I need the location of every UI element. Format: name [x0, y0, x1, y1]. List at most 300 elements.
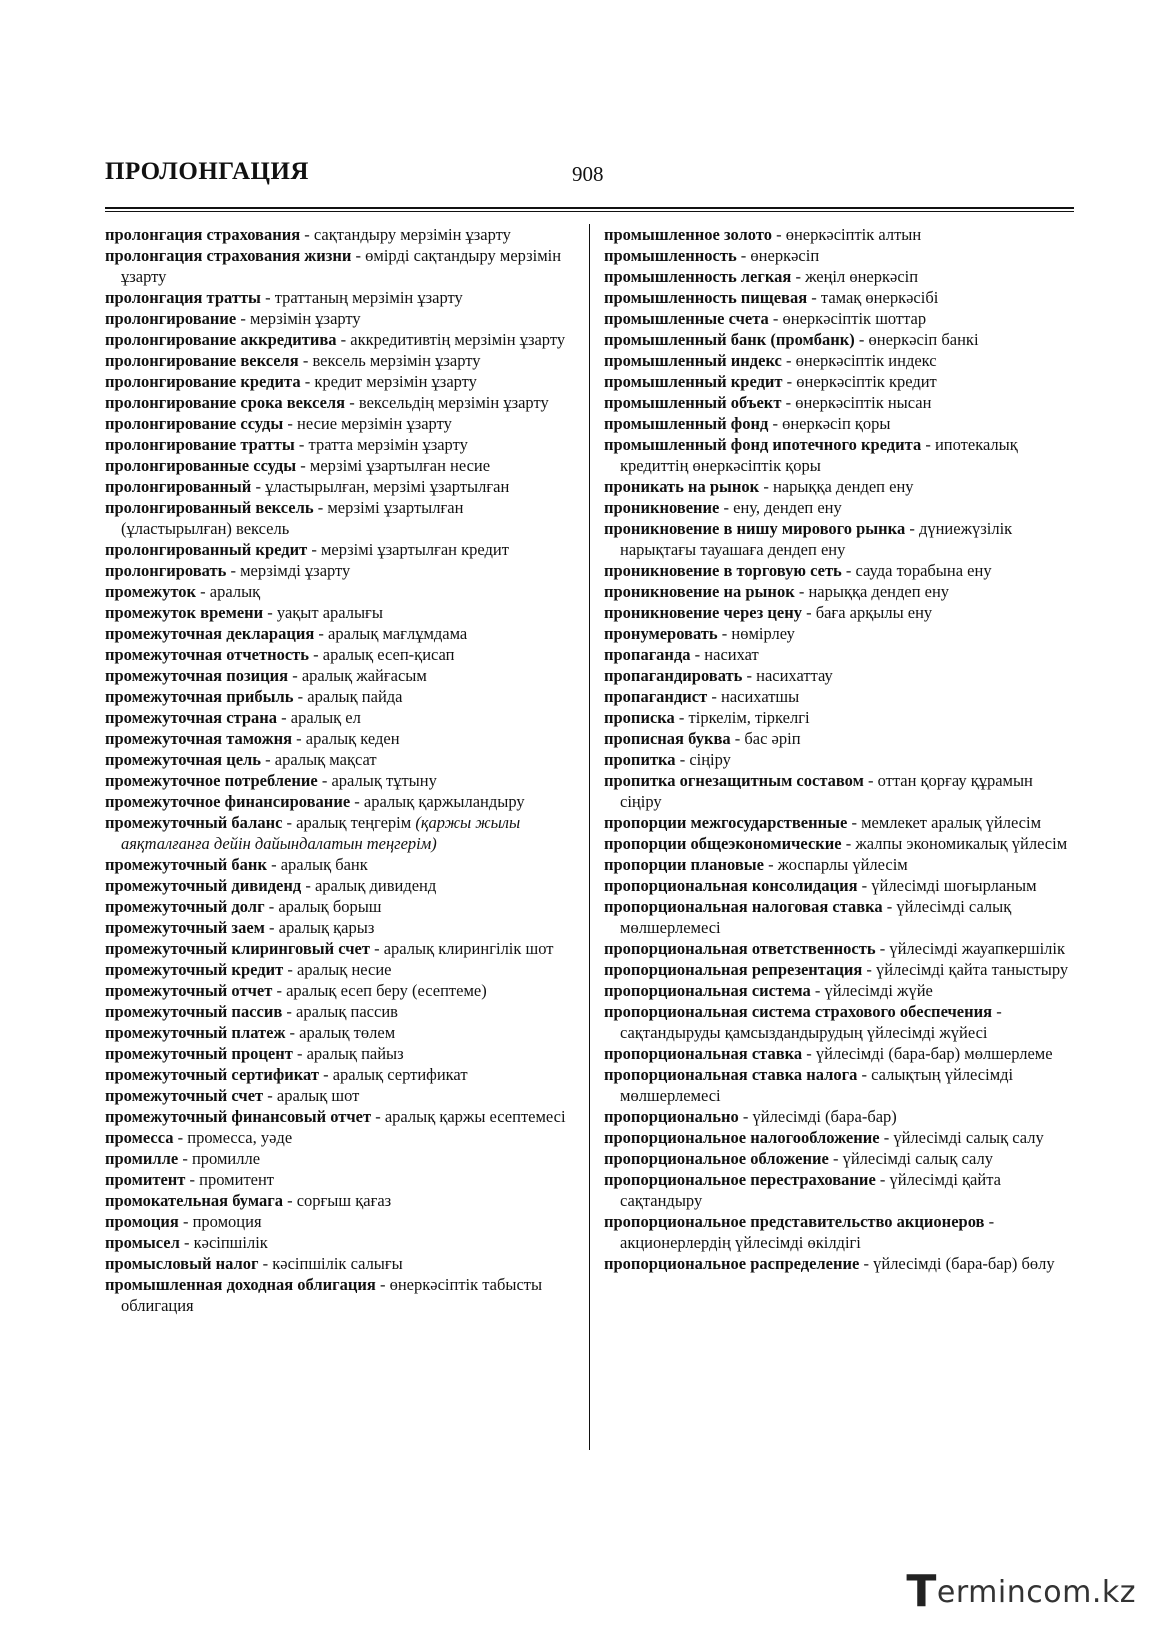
- entry-term: промежуточный сертификат: [105, 1065, 319, 1084]
- entry-separator: -: [828, 1149, 843, 1168]
- entry-definition: аралық есеп-қисап: [322, 645, 455, 664]
- entry-term: проникновение в нишу мирового рынка: [604, 519, 906, 538]
- entry-definition: өнеркәсіп: [750, 246, 820, 265]
- dictionary-entry: [105, 1106, 571, 1127]
- entry-definition: вексельдің мерзімін ұзарту: [358, 393, 549, 412]
- entry-term: пропорции межгосударственные: [604, 813, 848, 832]
- entry-term: пропитка огнезащитным составом: [604, 771, 864, 790]
- dictionary-entry: [105, 1169, 571, 1190]
- entry-term: промежуточное финансирование: [105, 792, 351, 811]
- entry-definition: үйлесімді қайта сақтандыру: [620, 1170, 1001, 1210]
- entry-separator: -: [375, 1275, 390, 1294]
- entry-separator: -: [875, 1170, 890, 1189]
- entry-definition: вексель мерзімін ұзарту: [312, 351, 481, 370]
- entry-term: промышленный фонд: [604, 414, 769, 433]
- entry-definition: кәсіпшілік: [193, 1233, 268, 1252]
- dictionary-entry: [604, 959, 1076, 980]
- dictionary-entry: [105, 560, 571, 581]
- entry-definition: аралық пассив: [296, 1002, 398, 1021]
- dictionary-entry: [604, 350, 1076, 371]
- entry-term: промышленность: [604, 246, 737, 265]
- header-rule-thin: [105, 211, 1074, 212]
- dictionary-entry: [105, 812, 571, 854]
- entry-definition: өнеркәсіптік кредит: [796, 372, 937, 391]
- entry-term: промежуточный отчет: [105, 981, 273, 1000]
- dictionary-entry: [105, 308, 571, 329]
- dictionary-entry: [105, 917, 571, 938]
- entry-separator: -: [807, 288, 821, 307]
- entry-definition: аралық ел: [290, 708, 361, 727]
- entry-term: промежуточная отчетность: [105, 645, 310, 664]
- entry-separator: -: [841, 561, 856, 580]
- entry-term: промышленный банк (промбанк): [604, 330, 855, 349]
- entry-separator: -: [782, 372, 797, 391]
- entry-definition: өнеркәсіптік табысты облигация: [121, 1275, 543, 1315]
- entry-definition: кәсіпшілік салығы: [272, 1254, 403, 1273]
- entry-definition: несие мерзімін ұзарту: [297, 414, 452, 433]
- entry-definition: аралық төлем: [299, 1023, 396, 1042]
- entry-separator: -: [251, 477, 266, 496]
- dictionary-entry: [105, 791, 571, 812]
- dictionary-entry: [604, 287, 1076, 308]
- entry-term: промышленный объект: [604, 393, 782, 412]
- entry-separator: -: [674, 708, 689, 727]
- entry-term: промышленный кредит: [604, 372, 783, 391]
- dictionary-entry: [105, 623, 571, 644]
- dictionary-entry: [105, 896, 571, 917]
- entry-separator: -: [298, 351, 313, 370]
- entry-separator: -: [730, 729, 745, 748]
- entry-separator: -: [759, 477, 773, 496]
- dictionary-entry: [105, 1253, 571, 1274]
- entry-definition: нарыққа дендеп ену: [772, 477, 914, 496]
- entry-term: пропорционально: [604, 1107, 739, 1126]
- dictionary-entry: [604, 518, 1076, 560]
- entry-definition: сақтандыру мерзімін ұзарту: [313, 225, 511, 244]
- watermark-logo: [906, 1566, 1136, 1617]
- dictionary-entry: [604, 728, 1076, 749]
- entry-separator: -: [921, 435, 935, 454]
- entry-definition: кредит мерзімін ұзарту: [314, 372, 477, 391]
- entry-separator: -: [802, 1044, 816, 1063]
- entry-separator: -: [345, 393, 359, 412]
- entry-definition: үйлесімді салық салу: [842, 1149, 993, 1168]
- entry-definition: аралық дивиденд: [314, 876, 437, 895]
- entry-definition: өнеркәсіп қоры: [782, 414, 891, 433]
- dictionary-entry: [105, 875, 571, 896]
- dictionary-entry: [604, 1127, 1076, 1148]
- dictionary-entry: [604, 1106, 1076, 1127]
- entry-term: промышленные счета: [604, 309, 769, 328]
- right-column: [604, 224, 1076, 1274]
- entry-term: промежуточная цель: [105, 750, 262, 769]
- entry-separator: -: [742, 666, 757, 685]
- entry-term: промежуточный процент: [105, 1044, 293, 1063]
- entry-separator: -: [875, 939, 890, 958]
- entry-separator: -: [282, 813, 297, 832]
- entry-definition: үйлесімді салық мөлшерлемесі: [620, 897, 1012, 937]
- entry-separator: -: [371, 1107, 385, 1126]
- entry-term: промежуточный дивиденд: [105, 876, 302, 895]
- dictionary-entry: [604, 770, 1076, 812]
- dictionary-entry: [105, 854, 571, 875]
- dictionary-entry: [604, 665, 1076, 686]
- entry-definition: мерзімі ұзартылған несие: [309, 456, 491, 475]
- dictionary-entry: [604, 560, 1076, 581]
- entry-separator: -: [351, 246, 366, 265]
- entry-definition: аралық жайғасым: [301, 666, 427, 685]
- entry-term: проникновение: [604, 498, 720, 517]
- entry-separator: -: [771, 225, 786, 244]
- entry-separator: -: [263, 603, 277, 622]
- entry-term: промежуточный клиринговый счет: [105, 939, 370, 958]
- entry-separator: -: [781, 393, 796, 412]
- dictionary-entry: [604, 1169, 1076, 1211]
- entry-term: промежуток времени: [105, 603, 264, 622]
- dictionary-entry: [604, 371, 1076, 392]
- entry-term: промежуточный банк: [105, 855, 267, 874]
- dictionary-entry: [604, 896, 1076, 938]
- entry-separator: -: [301, 876, 315, 895]
- entry-definition: дүниежүзілік нарықтағы тауашаға дендеп ену: [620, 519, 1013, 559]
- entry-term: промежуточная позиция: [105, 666, 289, 685]
- dictionary-entry: [604, 623, 1076, 644]
- dictionary-entry: [604, 644, 1076, 665]
- entry-term: пронумеровать: [604, 624, 718, 643]
- entry-separator: -: [300, 225, 314, 244]
- dictionary-entry: [604, 875, 1076, 896]
- dictionary-entry: [604, 308, 1076, 329]
- entry-separator: -: [992, 1002, 1002, 1021]
- dictionary-entry: [604, 854, 1076, 875]
- entry-definition: тіркелім, тіркелгі: [688, 708, 810, 727]
- entry-definition: нөмірлеу: [731, 624, 795, 643]
- entry-definition: тамақ өнеркәсібі: [820, 288, 939, 307]
- entry-definition: насихатшы: [720, 687, 800, 706]
- entry-definition: аралық пайда: [307, 687, 403, 706]
- dictionary-entry: [604, 476, 1076, 497]
- dictionary-entry: [105, 392, 571, 413]
- dictionary-entry: [105, 539, 571, 560]
- entry-term: проникать на рынок: [604, 477, 760, 496]
- entry-definition: аккредитивтің мерзімін ұзарту: [350, 330, 566, 349]
- entry-definition: аралық несие: [296, 960, 392, 979]
- dictionary-entry: [105, 1064, 571, 1085]
- entry-separator: -: [272, 981, 287, 1000]
- entry-term: прописка: [604, 708, 675, 727]
- entry-definition: ипотекалық кредиттің өнеркәсіптік қоры: [620, 435, 1018, 475]
- entry-term: пропорциональная ставка налога: [604, 1065, 858, 1084]
- entry-term: пролонгация тратты: [105, 288, 261, 307]
- entry-definition: аралық есеп беру (есептеме): [286, 981, 487, 1000]
- entry-term: пропорциональное обложение: [604, 1149, 829, 1168]
- dictionary-entry: [604, 707, 1076, 728]
- entry-term: пропорциональная система: [604, 981, 811, 1000]
- page-header-word: ПРОЛОНГАЦИЯ: [105, 158, 309, 185]
- entry-separator: -: [293, 687, 308, 706]
- entry-definition: аралық банк: [280, 855, 368, 874]
- entry-definition: промоция: [192, 1212, 262, 1231]
- entry-definition: промитент: [199, 1170, 275, 1189]
- entry-separator: -: [288, 666, 302, 685]
- entry-term: промышленность легкая: [604, 267, 792, 286]
- entry-definition: өнеркәсіп банкі: [868, 330, 979, 349]
- entry-definition: тратта мерзімін ұзарту: [308, 435, 468, 454]
- entry-separator: -: [264, 897, 279, 916]
- entry-term: пролонгирование аккредитива: [105, 330, 337, 349]
- entry-separator: -: [857, 1065, 872, 1084]
- entry-definition: ену, дендеп ену: [733, 498, 842, 517]
- entry-term: пропагандист: [604, 687, 708, 706]
- entry-definition: мерзімді ұзарту: [240, 561, 351, 580]
- entry-term: пропорциональная консолидация: [604, 876, 858, 895]
- entry-term: пролонгированный кредит: [105, 540, 308, 559]
- dictionary-entry: [604, 1148, 1076, 1169]
- page-number: 908: [572, 162, 604, 186]
- dictionary-entry: [604, 1064, 1076, 1106]
- entry-term: промежуточный финансовый отчет: [105, 1107, 372, 1126]
- entry-term: пролонгированный: [105, 477, 252, 496]
- entry-definition: аралық: [209, 582, 261, 601]
- entry-separator: -: [294, 435, 309, 454]
- dictionary-entry: [105, 749, 571, 770]
- entry-separator: -: [309, 645, 323, 664]
- entry-separator: -: [236, 309, 250, 328]
- dictionary-entry: [105, 287, 571, 308]
- entry-separator: -: [336, 330, 351, 349]
- entry-separator: -: [738, 1107, 753, 1126]
- entry-separator: -: [707, 687, 721, 706]
- entry-definition: аралық қарыз: [278, 918, 375, 937]
- entry-separator: -: [185, 1170, 200, 1189]
- left-column: [105, 224, 571, 1316]
- dictionary-entry: [105, 959, 571, 980]
- entry-separator: -: [261, 750, 275, 769]
- entry-note: (қаржы жылы аяқталғанға дейін дайындалатын теңгерім): [121, 813, 521, 853]
- dictionary-entry: [105, 1043, 571, 1064]
- dictionary-entry: [105, 602, 571, 623]
- dictionary-entry: [604, 980, 1076, 1001]
- entry-definition: оттан қорғау құрамын сіңіру: [620, 771, 1033, 811]
- dictionary-entry: [604, 266, 1076, 287]
- entry-definition: үйлесімді (бара-бар) бөлу: [873, 1254, 1055, 1273]
- dictionary-entry: [604, 497, 1076, 518]
- entry-term: промежуточный заем: [105, 918, 265, 937]
- entry-term: пролонгация страхования: [105, 225, 301, 244]
- entry-definition: уақыт аралығы: [276, 603, 383, 622]
- entry-separator: -: [313, 498, 328, 517]
- entry-term: промежуточный кредит: [105, 960, 284, 979]
- dictionary-entry: [604, 329, 1076, 350]
- entry-definition: бас әріп: [744, 729, 801, 748]
- column-divider: [589, 224, 590, 1450]
- entry-term: промысел: [105, 1233, 180, 1252]
- entry-separator: -: [863, 771, 878, 790]
- dictionary-entry: [604, 749, 1076, 770]
- dictionary-entry: [604, 1211, 1076, 1253]
- dictionary-entry: [604, 224, 1076, 245]
- entry-term: пропорциональная налоговая ставка: [604, 897, 883, 916]
- dictionary-entry: [105, 1001, 571, 1022]
- entry-term: промышленный фонд ипотечного кредита: [604, 435, 922, 454]
- entry-separator: -: [794, 582, 809, 601]
- entry-definition: аралық сертификат: [332, 1065, 468, 1084]
- dictionary-entry: [105, 980, 571, 1001]
- dictionary-entry: [105, 245, 571, 287]
- entry-definition: өнеркәсіптік нысан: [795, 393, 932, 412]
- entry-separator: -: [841, 834, 856, 853]
- entry-separator: -: [984, 1212, 995, 1231]
- dictionary-entry: [105, 1232, 571, 1253]
- dictionary-entry: [604, 434, 1076, 476]
- entry-definition: насихаттау: [756, 666, 833, 685]
- entry-separator: -: [179, 1233, 194, 1252]
- dictionary-entry: [105, 224, 571, 245]
- entry-term: пропорциональное представительство акционеров: [604, 1212, 985, 1231]
- entry-definition: үйлесімді шоғырланым: [871, 876, 1037, 895]
- entry-separator: -: [258, 1254, 273, 1273]
- dictionary-entry: [105, 350, 571, 371]
- entry-term: пролонгирование тратты: [105, 435, 295, 454]
- dictionary-entry: [604, 602, 1076, 623]
- entry-definition: жалпы экономикалық үйлесім: [855, 834, 1068, 853]
- entry-definition: аралық кеден: [305, 729, 400, 748]
- entry-separator: -: [283, 414, 297, 433]
- entry-term: пролонгирование: [105, 309, 237, 328]
- entry-definition: үйлесімді (бара-бар) мөлшерлеме: [815, 1044, 1053, 1063]
- entry-definition: сорғыш қағаз: [296, 1191, 392, 1210]
- entry-term: прописная буква: [604, 729, 731, 748]
- entry-definition: аралық шот: [276, 1086, 360, 1105]
- entry-separator: -: [675, 750, 690, 769]
- entry-separator: -: [801, 603, 816, 622]
- entry-term: пролонгирование срока векселя: [105, 393, 346, 412]
- entry-separator: -: [717, 624, 732, 643]
- entry-separator: -: [859, 1254, 874, 1273]
- entry-separator: -: [905, 519, 919, 538]
- entry-term: пропорциональное перестрахование: [604, 1170, 876, 1189]
- entry-definition: мерзімін ұзарту: [250, 309, 361, 328]
- entry-separator: -: [736, 246, 751, 265]
- entry-definition: траттаның мерзімін ұзарту: [274, 288, 463, 307]
- dictionary-entry: [105, 581, 571, 602]
- entry-definition: аралық мағлұмдама: [328, 624, 468, 643]
- entry-separator: -: [300, 372, 315, 391]
- dictionary-entry: [105, 1085, 571, 1106]
- entry-term: промежуточное потребление: [105, 771, 318, 790]
- entry-separator: -: [277, 708, 291, 727]
- entry-separator: -: [296, 456, 310, 475]
- dictionary-entry: [105, 476, 571, 497]
- entry-definition: аралық теңгерім: [296, 813, 412, 832]
- entry-definition: өнеркәсіптік алтын: [785, 225, 922, 244]
- entry-separator: -: [314, 624, 329, 643]
- entry-term: промышленность пищевая: [604, 288, 808, 307]
- entry-term: пропорциональное налогообложение: [604, 1128, 880, 1147]
- entry-term: пролонгировать: [105, 561, 227, 580]
- entry-term: промежуточная прибыль: [105, 687, 294, 706]
- entry-separator: -: [791, 267, 806, 286]
- entry-separator: -: [719, 498, 734, 517]
- entry-separator: -: [369, 939, 384, 958]
- entry-separator: -: [178, 1212, 193, 1231]
- entry-definition: аралық борыш: [278, 897, 382, 916]
- entry-definition: үйлесімді қайта таныстыру: [876, 960, 1069, 979]
- entry-definition: аралық клирингілік шот: [383, 939, 554, 958]
- dictionary-entry: [105, 644, 571, 665]
- entry-separator: -: [196, 582, 210, 601]
- entry-definition: жоспарлы үйлесім: [777, 855, 908, 874]
- entry-term: пропорциональная ставка: [604, 1044, 803, 1063]
- entry-term: пролонгированный вексель: [105, 498, 314, 517]
- entry-definition: мемлекет аралық үйлесім: [861, 813, 1042, 832]
- entry-separator: -: [318, 1065, 333, 1084]
- entry-separator: -: [283, 960, 297, 979]
- dictionary-entry: [105, 1274, 571, 1316]
- entry-term: пролонгирование векселя: [105, 351, 299, 370]
- entry-term: пропорциональное распределение: [604, 1254, 860, 1273]
- entry-separator: -: [260, 288, 275, 307]
- entry-term: промежуточный баланс: [105, 813, 283, 832]
- entry-definition: насихат: [704, 645, 759, 664]
- entry-term: проникновение через цену: [604, 603, 802, 622]
- entry-term: пропорции общеэкономические: [604, 834, 842, 853]
- entry-definition: баға арқылы ену: [815, 603, 933, 622]
- entry-separator: -: [350, 792, 364, 811]
- entry-definition: сауда торабына ену: [855, 561, 992, 580]
- dictionary-entry: [105, 497, 571, 539]
- entry-separator: -: [292, 1044, 307, 1063]
- entry-separator: -: [285, 1023, 300, 1042]
- dictionary-entry: [105, 938, 571, 959]
- entry-separator: -: [263, 1086, 277, 1105]
- entry-term: пропагандировать: [604, 666, 743, 685]
- entry-definition: промесса, уәде: [187, 1128, 293, 1147]
- dictionary-entry: [105, 434, 571, 455]
- entry-separator: -: [768, 414, 783, 433]
- dictionary-entry: [105, 371, 571, 392]
- entry-separator: -: [226, 561, 241, 580]
- entry-separator: -: [854, 330, 869, 349]
- entry-separator: -: [879, 1128, 894, 1147]
- entry-term: промежуточная декларация: [105, 624, 315, 643]
- entry-separator: -: [882, 897, 897, 916]
- entry-definition: үйлесімді (бара-бар): [752, 1107, 897, 1126]
- entry-term: промежуток: [105, 582, 197, 601]
- entry-definition: сақтандыруды қамсыздандырудың үйлесімді жүйесі: [620, 1023, 988, 1042]
- dictionary-entry: [105, 1022, 571, 1043]
- dictionary-entry: [604, 581, 1076, 602]
- entry-term: промежуточный пассив: [105, 1002, 283, 1021]
- dictionary-entry: [604, 833, 1076, 854]
- entry-separator: -: [266, 855, 281, 874]
- entry-term: промокательная бумага: [105, 1191, 283, 1210]
- dictionary-entry: [604, 1001, 1076, 1043]
- dictionary-entry: [105, 707, 571, 728]
- entry-term: промысловый налог: [105, 1254, 259, 1273]
- entry-separator: -: [264, 918, 279, 937]
- dictionary-entry: [105, 770, 571, 791]
- entry-separator: -: [173, 1128, 188, 1147]
- entry-definition: өмірді сақтандыру мерзімін ұзарту: [121, 246, 562, 286]
- entry-definition: салықтың үйлесімді мөлшерлемесі: [620, 1065, 1014, 1105]
- dictionary-entry: [105, 728, 571, 749]
- entry-term: пропорциональная система страхового обеспечения: [604, 1002, 993, 1021]
- entry-definition: сіңіру: [689, 750, 731, 769]
- entry-definition: промилле: [191, 1149, 261, 1168]
- dictionary-entry: [604, 413, 1076, 434]
- entry-term: промесса: [105, 1128, 174, 1147]
